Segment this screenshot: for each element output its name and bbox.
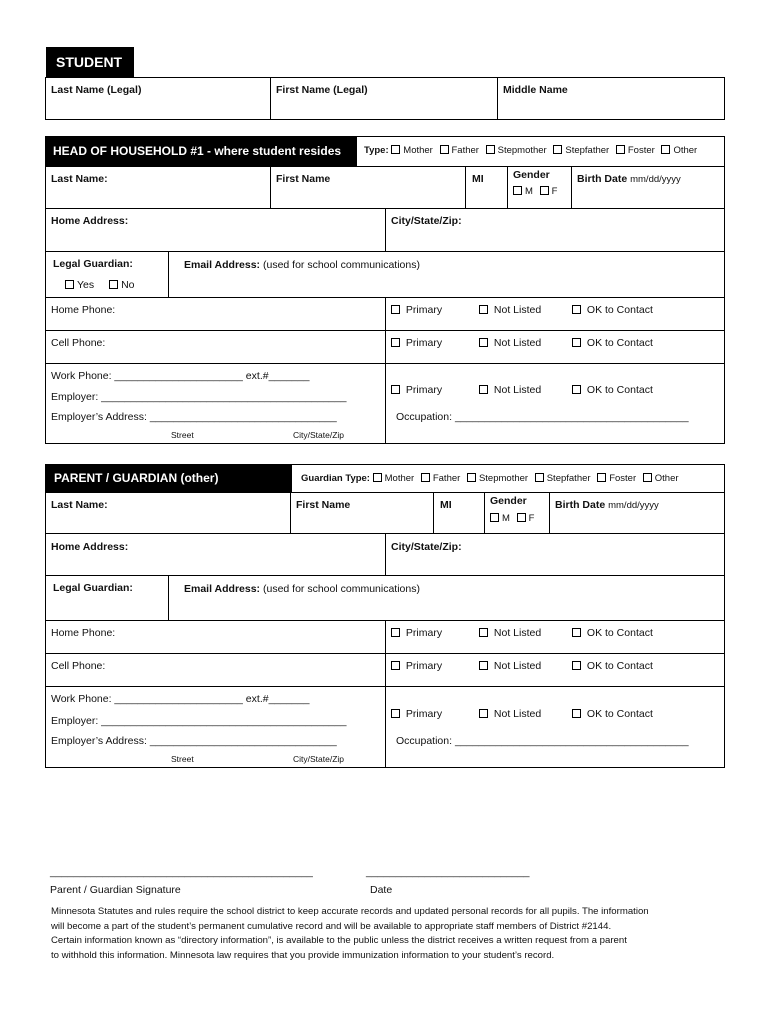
pg-gender-options: [490, 513, 538, 524]
work-not-listed-checkbox[interactable]: Not Listed: [479, 384, 541, 396]
signature-label: Parent / Guardian Signature: [50, 884, 181, 896]
pg-type-other-checkbox[interactable]: Other: [643, 473, 679, 484]
hoh-mi-field[interactable]: MI: [472, 173, 484, 185]
pg-type-stepmother-checkbox[interactable]: Stepmother: [467, 473, 528, 484]
pg-home-address-field[interactable]: Home Address:: [51, 541, 129, 553]
pg-last-name-field[interactable]: Last Name:: [51, 499, 108, 511]
hoh-city-field[interactable]: City/State/Zip:: [391, 215, 462, 227]
pg-home-primary-checkbox[interactable]: Primary: [391, 627, 442, 639]
footnote-line: Minnesota Statutes and rules require the school district to keep accurate records and updated personal records for all pupils. The information: [51, 906, 649, 917]
hoh-legal-guardian-label: Legal Guardian:: [53, 258, 133, 270]
type-foster-checkbox[interactable]: Foster: [616, 145, 655, 156]
pg-work-primary-checkbox[interactable]: Primary: [391, 708, 442, 720]
student-name-row: [45, 77, 725, 120]
pg-type-foster-checkbox[interactable]: Foster: [597, 473, 636, 484]
pg-home-not-listed-checkbox[interactable]: Not Listed: [479, 627, 541, 639]
footnote-line: to withhold this information. Minnesota law requires that you provide immunization information to your student’s record.: [51, 949, 555, 961]
hoh-employer-address-field[interactable]: Employer’s Address: ________________________________: [51, 411, 337, 423]
student-middle-name-field[interactable]: Middle Name: [503, 84, 568, 96]
student-first-name-field[interactable]: First Name (Legal): [276, 84, 368, 96]
type-father-checkbox[interactable]: Father: [440, 145, 479, 156]
hoh-last-name-field[interactable]: Last Name:: [51, 173, 108, 185]
hoh-city-caption: City/State/Zip: [293, 430, 345, 440]
pg-home-phone-field[interactable]: Home Phone:: [51, 627, 116, 639]
pg-type-stepfather-checkbox[interactable]: Stepfather: [535, 473, 591, 484]
pg-employer-address-field[interactable]: Employer’s Address: ________________________________: [51, 735, 337, 747]
hoh-birth-date-field[interactable]: Birth Date mm/dd/yyyy: [577, 173, 681, 185]
student-header: STUDENT: [46, 47, 134, 77]
pg-type-mother-checkbox[interactable]: Mother: [373, 473, 415, 484]
work-ok-contact-checkbox[interactable]: OK to Contact: [572, 384, 653, 396]
type-other-checkbox[interactable]: Other: [661, 145, 697, 156]
pg-work-phone-field[interactable]: Work Phone: ______________________ ext.#_______: [51, 693, 310, 705]
hoh-home-address-field[interactable]: Home Address:: [51, 215, 129, 227]
hoh-header: HEAD OF HOUSEHOLD #1 - where student resides: [46, 137, 357, 166]
hoh-street-caption: Street: [171, 430, 194, 440]
pg-type-father-checkbox[interactable]: Father: [421, 473, 460, 484]
hoh-gender-options: [513, 186, 561, 197]
pg-gender-m-checkbox[interactable]: M: [490, 513, 510, 524]
home-ok-contact-checkbox[interactable]: OK to Contact: [572, 304, 653, 316]
hoh-type-group: Type: Mother Father Stepmother Stepfather Foster Other: [364, 145, 698, 156]
pg-mi-field[interactable]: MI: [440, 499, 452, 511]
student-last-name-field[interactable]: Last Name (Legal): [51, 84, 142, 96]
gender-m-checkbox[interactable]: M: [513, 186, 533, 197]
type-mother-checkbox[interactable]: Mother: [391, 145, 433, 156]
hoh-legal-guardian-options: [65, 279, 139, 291]
date-label: Date: [370, 884, 393, 896]
cell-primary-checkbox[interactable]: Primary: [391, 337, 442, 349]
guardian-yes-checkbox[interactable]: Yes: [65, 279, 94, 291]
pg-legal-guardian-label: Legal Guardian:: [53, 582, 133, 594]
hoh-cell-phone-field[interactable]: Cell Phone:: [51, 337, 106, 349]
hoh-gender-label: Gender: [513, 169, 550, 181]
hoh-email-field[interactable]: Email Address: (used for school communications): [184, 259, 420, 271]
footnote-line: Certain information known as “directory information”, is available to the public unless the district receives a written request from a parent: [51, 935, 627, 946]
pg-city-field[interactable]: City/State/Zip:: [391, 541, 462, 553]
hoh-first-name-field[interactable]: First Name: [276, 173, 331, 185]
pg-occupation-field[interactable]: Occupation: ________________________________________: [396, 735, 689, 747]
cell-ok-contact-checkbox[interactable]: OK to Contact: [572, 337, 653, 349]
pg-city-caption: City/State/Zip: [293, 754, 345, 764]
work-primary-checkbox[interactable]: Primary: [391, 384, 442, 396]
hoh-work-phone-field[interactable]: Work Phone: ______________________ ext.#_______: [51, 370, 310, 382]
hoh-home-phone-field[interactable]: Home Phone:: [51, 304, 116, 316]
pg-work-ok-contact-checkbox[interactable]: OK to Contact: [572, 708, 653, 720]
type-stepmother-checkbox[interactable]: Stepmother: [486, 145, 547, 156]
home-not-listed-checkbox[interactable]: Not Listed: [479, 304, 541, 316]
signature-line[interactable]: _____________________________________________: [50, 866, 313, 878]
pg-gender-f-checkbox[interactable]: F: [517, 513, 535, 524]
pg-email-field[interactable]: Email Address: (used for school communications): [184, 583, 420, 595]
hoh-employer-field[interactable]: Employer: __________________________________________: [51, 391, 347, 403]
home-primary-checkbox[interactable]: Primary: [391, 304, 442, 316]
pg-birth-date-field[interactable]: Birth Date mm/dd/yyyy: [555, 499, 659, 511]
gender-f-checkbox[interactable]: F: [540, 186, 558, 197]
cell-not-listed-checkbox[interactable]: Not Listed: [479, 337, 541, 349]
pg-cell-not-listed-checkbox[interactable]: Not Listed: [479, 660, 541, 672]
date-line[interactable]: ____________________________: [366, 866, 530, 878]
pg-cell-primary-checkbox[interactable]: Primary: [391, 660, 442, 672]
pg-work-not-listed-checkbox[interactable]: Not Listed: [479, 708, 541, 720]
pg-street-caption: Street: [171, 754, 194, 764]
privacy-footnote: [51, 905, 731, 963]
pg-first-name-field[interactable]: First Name: [296, 499, 351, 511]
pg-cell-ok-contact-checkbox[interactable]: OK to Contact: [572, 660, 653, 672]
type-stepfather-checkbox[interactable]: Stepfather: [553, 145, 609, 156]
hoh-occupation-field[interactable]: Occupation: ________________________________________: [396, 411, 689, 423]
pg-type-group: Guardian Type: Mother Father Stepmother Stepfather Foster Other: [301, 473, 679, 484]
pg-gender-label: Gender: [490, 495, 527, 507]
pg-cell-phone-field[interactable]: Cell Phone:: [51, 660, 106, 672]
pg-header: PARENT / GUARDIAN (other): [46, 465, 292, 492]
pg-employer-field[interactable]: Employer: __________________________________________: [51, 715, 347, 727]
pg-home-ok-contact-checkbox[interactable]: OK to Contact: [572, 627, 653, 639]
guardian-no-checkbox[interactable]: No: [109, 279, 134, 291]
footnote-line: will become a part of the student’s permanent cumulative record and will be available to appropriate staff members of District #2144.: [51, 920, 612, 932]
